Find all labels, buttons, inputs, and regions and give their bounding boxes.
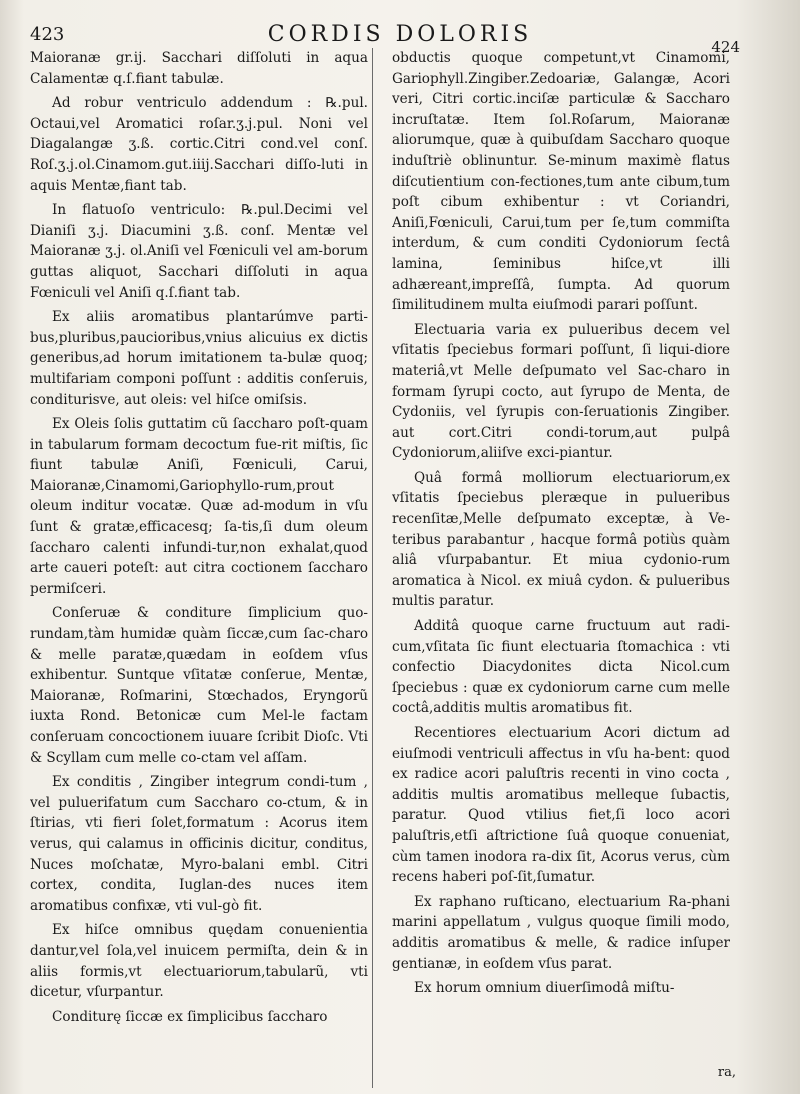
paragraph: Ad robur ventriculo addendum : ℞.pul. Octaui,vel Aromatici roſar.ʒ.j.pul. Noni vel Diagalangæ ʒ.ß. cortic.Citri cond.vel conſ. Roſ.ʒ.j.ol.Cinamom.gut.iiij.Sacchari diſſo-luti in aquis Mentæ,fiant tab. bbox=[30, 95, 368, 194]
paragraph: Ex conditis , Zingiber integrum condi-tum , vel puluerifatum cum Saccharo co-ctum, & in ſtirias, vti fieri ſolet,formatum : Acorus item verus, qui calamus in officinis dicitur, conditus, Nuces moſchatæ, Myro-balani embl. Citri cortex, condita, Iuglan-des nuces item aromatibus confixæ, vti vul-gò fit. bbox=[30, 774, 368, 914]
left-column bbox=[30, 48, 368, 1088]
paragraph: In flatuoſo ventriculo: ℞.pul.Decimi vel Dianiſi ʒ.j. Diacumini ʒ.ß. conſ. Mentæ vel Maioranæ ʒ.j. ol.Aniſi vel Fœniculi vel am-borum guttas aliquot, Sacchari diſſoluti in aqua Fœniculi vel Aniſi q.ſ.fiant tab. bbox=[30, 202, 368, 301]
paragraph: Electuaria varia ex pulueribus decem vel vſitatis ſpeciebus formari poſſunt, ſi liqui-diore materiâ,vt Melle deſpumato vel Sac-charo in formam ſyrupi cocto, aut ſyrupo de Menta, de Cydoniis, vel ſyrupis con-ſeruationis Zingiber. aut cort.Citri condi-torum,aut pulpâ Cydoniorum,aliiſve exci-piantur. bbox=[392, 321, 730, 462]
column-divider bbox=[372, 48, 373, 1088]
paragraph: Ex Oleis ſolis guttatim cũ ſaccharo poſt-quam in tabularum formam decoctum fue-rit miſtis, ſic fiunt tabulæ Aniſi, Fœniculi, Carui, Maioranæ,Cinamomi,Gariophyllo-rum,prout oleum inditur vocatæ. Quæ ad-modum in vſu ſunt & gratæ,efficacesq; ſa-tis,ſi dum oleum ſaccharo calenti infundi-tur,non exhalat,quod arte caueri poteſt: aut citra coctionem ſaccharo permiſceri. bbox=[30, 416, 368, 597]
paragraph: Ex horum omnium diuerſimodâ miſtu- bbox=[414, 980, 675, 997]
paragraph: Conſeruæ & conditure ſimplicium quo-rundam,tàm humidæ quàm ſiccæ,cum ſac-charo & melle paratæ,quædam in eoſdem vſus exhibentur. Suntque vſitatæ conſerue, Mentæ, Maioranæ, Roſmarini, Stœchados, Eryngorũ iuxta Rond. Betonicæ cum Mel-le factam conſeruam concoctionem iuuare ſcribit Dioſc. Vti & Scyllam cum melle co-ctam vel aſſam. bbox=[30, 605, 368, 766]
page-number-right: 424 bbox=[711, 38, 740, 56]
page-number-left: 423 bbox=[30, 24, 65, 45]
catchword: ra, bbox=[717, 1065, 736, 1080]
paragraph: Ex aliis aromatibus plantarúmve parti-bus,pluribus,paucioribus,vnius alicuius ex dictis generibus,ad horum imitationem ta-bulæ quoq; multifariam componi poſſunt : additis conſeruis, conditurisve, aut oleis: vel hiſce omiſsis. bbox=[30, 309, 368, 408]
paragraph: Ex raphano ruſticano, electuarium Ra-phani marini appellatum , vulgus quoque ſimili modo, additis aromatibus & melle, & radice inſuper gentianæ, in eoſdem vſus parat. bbox=[392, 893, 730, 972]
paragraph: obductis quoque competunt,vt Cinamomi, Gariophyll.Zingiber.Zedoariæ, Galangæ, Acori veri, Citri cortic.inciſæ particulæ & Saccharo incruſtatæ. Item ſol.Roſarum, Maioranæ aliorumque, quæ à quibuſdam Saccharo quoque induſtriè oblinuntur. Se-minum maximè flatus diſcutientium con-fectiones,tum ante cibum,tum poſt cibum exhibentur : vt Coriandri, Aniſi,Fœniculi, Carui,tum per ſe,tum commiſta interdum, & cum conditi Cydoniorum ſectâ lamina, ſeminibus hiſce,vt illi adhæreant,impreſſâ, ſumpta. Ad quorum ſimilitudinem multa eiuſmodi parari poſſunt. bbox=[392, 50, 730, 314]
paragraph: Quâ formâ molliorum electuariorum,ex vſitatis ſpeciebus pleræque in pulueribus recenſitæ,Melle deſpumato exceptæ, à Ve-teribus parabantur , hacque formâ potiùs quàm aliâ vſurpabantur. Et miua cydonio-rum aromatica à Nicol. ex miuâ cydon. & pulueribus multis paratur. bbox=[392, 469, 730, 610]
paragraph: Conditurę ſiccæ ex ſimplicibus ſaccharo bbox=[52, 1008, 328, 1025]
paragraph: Additâ quoque carne fructuum aut radi-cum,vſitata ſic fiunt electuaria ſtomachica : vti confectio Diacydonites dicta Nicol.cum ſpeciebus : quæ ex cydoniorum carne cum melle coctâ,additis multis aromatibus fit. bbox=[392, 618, 730, 717]
paragraph: Recentiores electuarium Acori dictum ad eiuſmodi ventriculi affectus in vſu ha-bent: quod ex radice acori paluſtris recenti in vino cocta , additis multis aromatibus melleque ſubactis, paratur. Quod vtilius fiet,ſi loco acori paluſtris,etſi aſtrictione ſuâ quoque conueniat, cùm tamen inodora ra-dix ſit, Acorus verus, cùm recens haberi poſ-ſit,ſumatur. bbox=[392, 725, 730, 886]
running-title: CORDIS DOLORIS bbox=[267, 22, 533, 47]
paragraph: Maioranæ gr.ij. Sacchari diſſoluti in aqua Calamentæ q.ſ.fiant tabulæ. bbox=[30, 50, 368, 87]
right-column bbox=[392, 48, 730, 1088]
paragraph: Ex hiſce omnibus quędam conuenientia dantur,vel ſola,vel inuicem permiſta, dein & in aliis formis,vt electuariorum,tabularũ, vti dicetur, vſurpantur. bbox=[30, 922, 368, 1001]
